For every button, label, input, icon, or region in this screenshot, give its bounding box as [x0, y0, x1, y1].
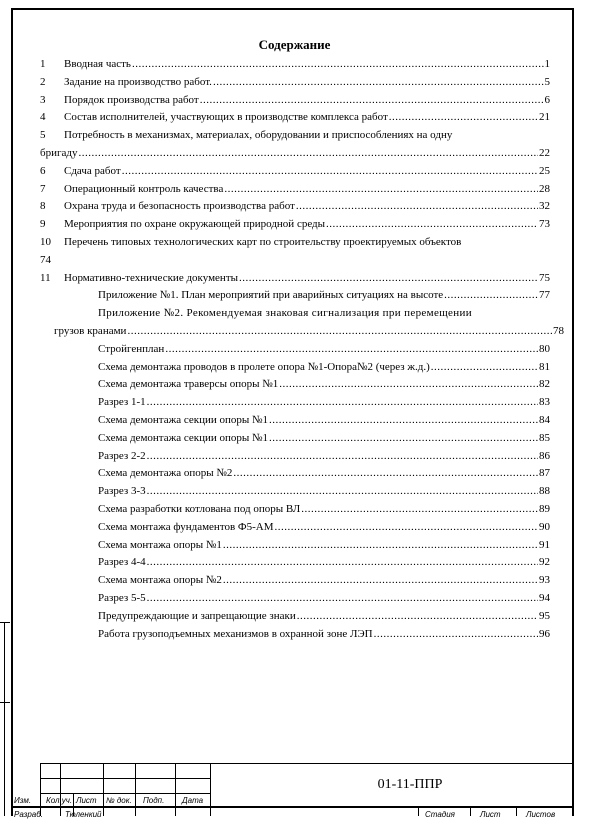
toc-entry-line — [40, 252, 550, 270]
appendix-title: Разрез 4-4 — [98, 556, 146, 569]
toc-entry-title: Вводная часть — [64, 58, 131, 70]
appendix-entry — [40, 359, 550, 377]
page-title: Содержание — [258, 37, 331, 52]
appendix-entry — [40, 305, 550, 323]
leader-dots — [326, 216, 538, 234]
appendix-page: 90 — [539, 520, 550, 533]
appendix-page: 83 — [539, 396, 550, 409]
appendix-entry-line — [40, 590, 550, 608]
toc-entry-page: 25 — [539, 164, 550, 177]
appendix-entry-line — [40, 448, 550, 466]
appendix-entry-line — [40, 341, 550, 359]
leader-dots — [269, 412, 538, 430]
toc-entry-title: Мероприятия по охране окружающей природной среды — [64, 218, 326, 231]
toc-entry — [40, 163, 550, 181]
toc-entry-line — [40, 92, 550, 110]
leader-dots — [233, 465, 538, 483]
appendix-page: 91 — [539, 538, 550, 551]
toc-entry-page: 5 — [544, 75, 550, 88]
toc-entry-line — [40, 234, 550, 252]
appendix-entry — [40, 501, 550, 519]
leader-dots — [78, 145, 538, 163]
toc-entry-number: 8 — [40, 200, 46, 213]
appendix-title: Разрез 5-5 — [98, 591, 146, 604]
toc-entry — [40, 92, 550, 110]
leader-dots — [297, 608, 538, 626]
toc-entry — [40, 109, 550, 127]
appendix-entry-line — [40, 626, 550, 644]
appendix-entry — [40, 537, 550, 555]
appendix-entry-line — [40, 608, 550, 626]
appendix-entry — [40, 287, 550, 305]
toc-entry-line — [40, 198, 550, 216]
leader-dots — [275, 519, 538, 537]
toc-entry-line — [40, 74, 550, 92]
toc-entry — [40, 56, 550, 74]
appendix-title: Схема монтажа опоры №1 — [98, 538, 222, 551]
appendix-title: Схема монтажа опоры №2 — [98, 574, 222, 587]
appendix-title-cont: грузов кранами — [54, 324, 127, 337]
leader-dots — [224, 181, 538, 199]
leader-dots — [223, 572, 538, 590]
stamp-header: Кол.уч. — [46, 796, 73, 805]
appendix-title: Приложение №2. Рекомендуемая знаковая сигнализация при перемещении — [98, 307, 472, 320]
appendix-entry-continuation — [40, 323, 564, 341]
stamp-cell: Стадия — [425, 810, 455, 819]
leader-dots — [132, 56, 544, 74]
toc-entry-title: Состав исполнителей, участвующих в производстве комплекса работ — [64, 111, 388, 124]
toc-entry-page: 28 — [539, 182, 550, 195]
leader-dots — [122, 163, 538, 181]
appendix-page: 82 — [539, 378, 550, 391]
appendix-page: 80 — [539, 342, 550, 355]
appendix-entry — [40, 590, 550, 608]
appendix-title: Стройгенплан — [98, 342, 165, 355]
leader-dots — [296, 198, 538, 216]
appendix-page: 85 — [539, 431, 550, 444]
toc-entry — [40, 216, 550, 234]
toc-entry-page: 73 — [539, 218, 550, 231]
document-code: 01-11-ППР — [377, 777, 443, 792]
appendix-entry-line — [40, 537, 550, 555]
toc-entry-line — [40, 270, 550, 288]
toc-entry-line — [40, 216, 550, 234]
leader-dots — [389, 109, 538, 127]
toc-entry-title-cont: 74 — [40, 253, 51, 266]
stamp-header: Подп. — [143, 796, 165, 805]
leader-dots — [301, 501, 538, 519]
leader-dots — [147, 483, 538, 501]
toc-entry-title: Нормативно-технические документы — [64, 271, 239, 284]
leader-dots — [239, 270, 538, 288]
toc-entry — [40, 270, 550, 288]
appendix-entry — [40, 572, 550, 590]
leader-dots — [444, 287, 538, 305]
appendix-entry-line — [40, 287, 550, 305]
toc-entry-continuation — [40, 252, 550, 270]
appendix-page: 84 — [539, 413, 550, 426]
appendix-title: Разрез 1-1 — [98, 396, 146, 409]
appendix-title: Схема демонтажа опоры №2 — [98, 467, 233, 480]
appendix-entry-line — [40, 430, 550, 448]
leader-dots — [269, 430, 538, 448]
appendix-entry-line — [40, 483, 550, 501]
toc-entry-page: 21 — [539, 111, 550, 124]
appendix-page: 94 — [539, 591, 550, 604]
leader-dots — [147, 590, 538, 608]
appendix-page: 87 — [539, 467, 550, 480]
title-block — [14, 763, 574, 819]
appendix-entry-line — [40, 554, 550, 572]
appendix-entry-line — [40, 359, 550, 377]
stamp-cell: Листов — [526, 810, 556, 819]
toc-entry — [40, 198, 550, 216]
toc-entry-number: 10 — [40, 235, 51, 248]
stamp-header: Лист — [76, 796, 97, 805]
toc-entry-page: 22 — [539, 146, 550, 159]
appendix-title: Схема разработки котлована под опоры ВЛ — [98, 502, 301, 515]
toc-entry-title-cont: бригаду — [40, 146, 78, 159]
toc-entry-continuation — [40, 145, 550, 163]
toc-entry-line — [40, 145, 550, 163]
appendix-page: 78 — [553, 324, 564, 337]
appendix-title: Разрез 2-2 — [98, 449, 146, 462]
table-of-contents — [40, 56, 564, 643]
toc-entry-title: Потребность в механизмах, материалах, оборудовании и приспособлениях на одну — [64, 129, 453, 142]
leader-dots — [147, 448, 538, 466]
appendix-title: Работа грузоподъемных механизмов в охранной зоне ЛЭП — [98, 627, 373, 640]
toc-entry-page: 32 — [539, 200, 550, 213]
toc-entry-line — [40, 181, 550, 199]
stamp-header: Изм. — [14, 796, 32, 805]
appendix-page: 92 — [539, 556, 550, 569]
toc-entry-number: 1 — [40, 58, 46, 70]
appendix-entry — [40, 554, 550, 572]
toc-entry-title: Охрана труда и безопасность производства работ — [64, 200, 295, 213]
leader-dots — [147, 554, 538, 572]
toc-entry-title: Порядок производства работ — [64, 93, 199, 106]
leader-dots — [213, 74, 544, 92]
appendix-title: Схема демонтажа секции опоры №1 — [98, 413, 269, 426]
appendix-entry — [40, 394, 550, 412]
appendix-title: Схема демонтажа секции опоры №1 — [98, 431, 269, 444]
appendix-page: 81 — [539, 360, 550, 373]
toc-entry-title: Операционный контроль качества — [64, 182, 224, 195]
appendix-entry-line — [40, 394, 550, 412]
toc-entry — [40, 127, 550, 145]
appendix-page: 86 — [539, 449, 550, 462]
leader-dots — [200, 92, 544, 110]
appendix-entry — [40, 483, 550, 501]
stamp-cell: Тюленкий — [65, 810, 102, 819]
toc-entry-page: 75 — [539, 271, 550, 284]
leader-dots — [279, 376, 538, 394]
appendix-page: 89 — [539, 502, 550, 515]
appendix-entry — [40, 412, 550, 430]
appendix-title: Схема монтажа фундаментов Ф5-АМ — [98, 520, 274, 533]
stamp-header: Дата — [182, 796, 204, 805]
appendix-entry-line — [40, 412, 550, 430]
appendix-page: 88 — [539, 485, 550, 498]
toc-entry — [40, 234, 550, 252]
toc-entry — [40, 74, 550, 92]
leader-dots — [374, 626, 538, 644]
appendix-entry-line — [40, 323, 564, 341]
appendix-page: 93 — [539, 574, 550, 587]
toc-entry-title: Перечень типовых технологических карт по строительству проектируемых объектов — [64, 235, 462, 248]
appendix-title: Приложение №1. План мероприятий при аварийных ситуациях на высоте — [98, 289, 444, 302]
toc-entry-line — [40, 109, 550, 127]
appendix-entry — [40, 519, 550, 537]
appendix-title: Разрез 3-3 — [98, 485, 146, 498]
appendix-page: 95 — [539, 609, 550, 622]
appendix-entry — [40, 626, 550, 644]
stamp-cell: Лист — [480, 810, 501, 819]
appendix-entry-line — [40, 501, 550, 519]
appendix-entry — [40, 430, 550, 448]
toc-entry-title: Задание на производство работ. — [64, 75, 212, 88]
stamp-header: № док. — [106, 796, 132, 805]
toc-entry-number: 6 — [40, 164, 46, 177]
appendix-entry-line — [40, 465, 550, 483]
appendix-title: Схема демонтажа проводов в пролете опора №1-Опора№2 (через ж.д.) — [98, 360, 430, 373]
toc-entry-number: 11 — [40, 271, 51, 284]
toc-entry-number: 3 — [40, 93, 46, 106]
appendix-page: 96 — [539, 627, 550, 640]
toc-entry-line — [40, 127, 550, 145]
appendix-entry — [40, 448, 550, 466]
toc-entry-page: 6 — [544, 93, 550, 106]
appendix-entry — [40, 376, 550, 394]
leader-dots — [165, 341, 538, 359]
leader-dots — [223, 537, 538, 555]
toc-entry-page: 1 — [544, 58, 550, 70]
appendix-entry — [40, 465, 550, 483]
toc-entry — [40, 181, 550, 199]
leader-dots — [127, 323, 552, 341]
stamp-cell: Разраб. — [14, 810, 43, 819]
toc-entry-number: 4 — [40, 111, 46, 124]
appendix-entry-line — [40, 519, 550, 537]
toc-entry-title: Сдача работ — [64, 164, 121, 177]
toc-entry-line — [40, 163, 550, 181]
leader-dots — [147, 394, 538, 412]
appendix-entry — [40, 341, 550, 359]
toc-entry-number: 9 — [40, 218, 46, 231]
appendix-page: 77 — [539, 289, 550, 302]
toc-entry-number: 2 — [40, 75, 46, 88]
leader-dots — [431, 359, 538, 377]
appendix-title: Схема демонтажа траверсы опоры №1 — [98, 378, 279, 391]
appendix-entry-line — [40, 305, 550, 323]
toc-entry-number: 7 — [40, 182, 46, 195]
appendix-entry-line — [40, 376, 550, 394]
appendix-entry — [40, 608, 550, 626]
appendix-title: Предупреждающие и запрещающие знаки — [98, 609, 296, 622]
toc-entry-line — [40, 56, 550, 74]
toc-entry-number: 5 — [40, 129, 46, 142]
appendix-entry-line — [40, 572, 550, 590]
